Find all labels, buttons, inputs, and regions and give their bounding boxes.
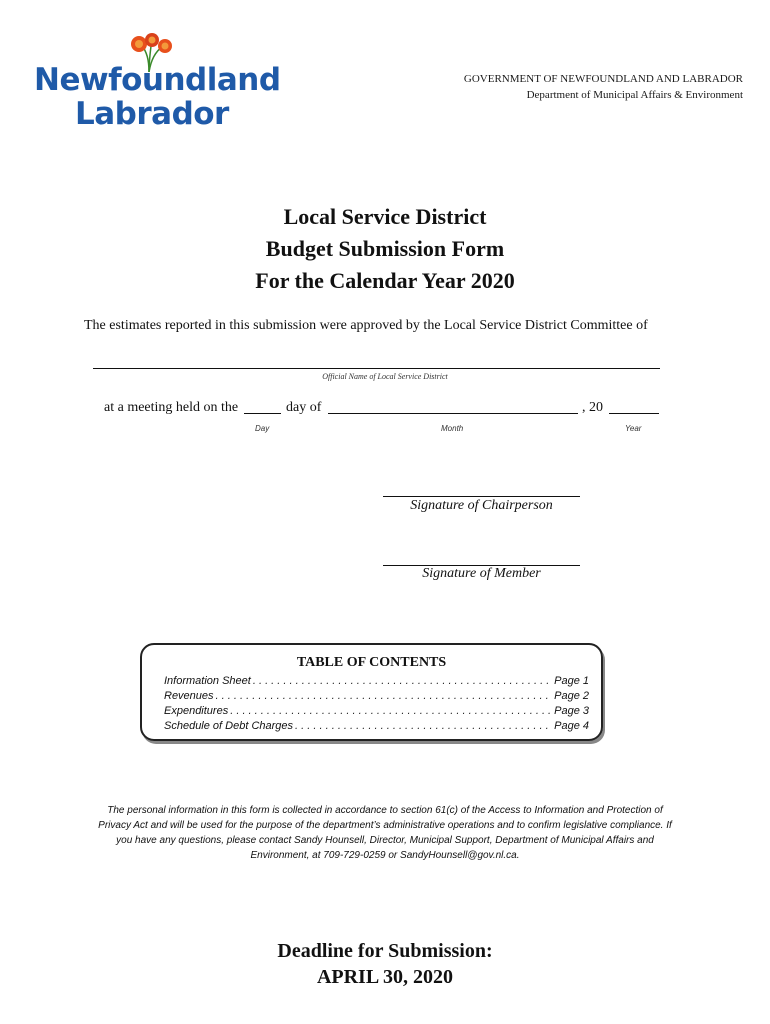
toc-leader-dots <box>216 690 553 702</box>
toc-item-page: Page 2 <box>554 690 589 702</box>
meeting-prefix-text: at a meeting held on the <box>104 400 239 415</box>
toc-leader-dots <box>253 675 552 687</box>
toc-title: TABLE OF CONTENTS <box>296 655 447 670</box>
year-caption: Year <box>625 424 642 433</box>
logo-wordmark-labrador: Labrador <box>75 96 229 132</box>
toc-item-page: Page 3 <box>554 705 589 717</box>
form-title-line-3: For the Calendar Year 2020 <box>255 268 515 293</box>
month-caption: Month <box>441 424 464 433</box>
approval-intro-text: The estimates reported in this submission were approved by the Local Service District Committee of <box>84 318 648 333</box>
government-name: GOVERNMENT OF NEWFOUNDLAND AND LABRADOR <box>463 73 743 85</box>
toc-item <box>164 705 589 720</box>
department-name: Department of Municipal Affairs & Environment <box>526 89 743 101</box>
year-prefix-text: , 20 <box>582 400 603 415</box>
privacy-notice: The personal information in this form is collected in accordance to section 61(c) of the Access to Information and Protection of Privacy Act and will be used for the purpose of the department’s administrative operations and to confirm legislative compliance. If you have any questions, please contact Sandy Hounsell, Director, Municipal Support, Department of Municipal Affairs and Environment, at 709-729-0259 or SandyHounsell@gov.nl.ca. <box>98 805 672 861</box>
logo-wordmark-newfoundland: Newfoundland <box>34 62 281 98</box>
toc-item-label: Schedule of Debt Charges <box>164 720 294 732</box>
toc-item <box>164 720 589 735</box>
official-name-caption: Official Name of Local Service District <box>322 372 448 381</box>
day-of-text: day of <box>286 400 322 415</box>
official-name-field[interactable] <box>93 368 660 369</box>
toc-item-page: Page 1 <box>554 675 589 687</box>
deadline-heading: Deadline for Submission: <box>277 940 493 962</box>
month-field[interactable] <box>328 413 578 414</box>
deadline-date: APRIL 30, 2020 <box>316 966 454 988</box>
toc-item-label: Information Sheet <box>164 675 251 687</box>
toc-item-page: Page 4 <box>554 720 589 732</box>
chairperson-signature-label: Signature of Chairperson <box>410 498 553 513</box>
form-title-line-2: Budget Submission Form <box>265 236 505 261</box>
day-caption: Day <box>255 424 270 433</box>
toc-item-label: Revenues <box>164 690 214 702</box>
toc-item <box>164 690 589 705</box>
day-field[interactable] <box>244 413 281 414</box>
nl-government-logo <box>34 32 281 132</box>
chairperson-signature-field[interactable] <box>383 496 580 497</box>
toc-item <box>164 675 589 690</box>
table-of-contents <box>140 643 603 741</box>
toc-item-label: Expenditures <box>164 705 229 717</box>
toc-leader-dots <box>230 705 552 717</box>
year-field[interactable] <box>609 413 659 414</box>
toc-leader-dots <box>295 720 552 732</box>
form-title-line-1: Local Service District <box>283 204 487 229</box>
member-signature-label: Signature of Member <box>422 566 541 581</box>
